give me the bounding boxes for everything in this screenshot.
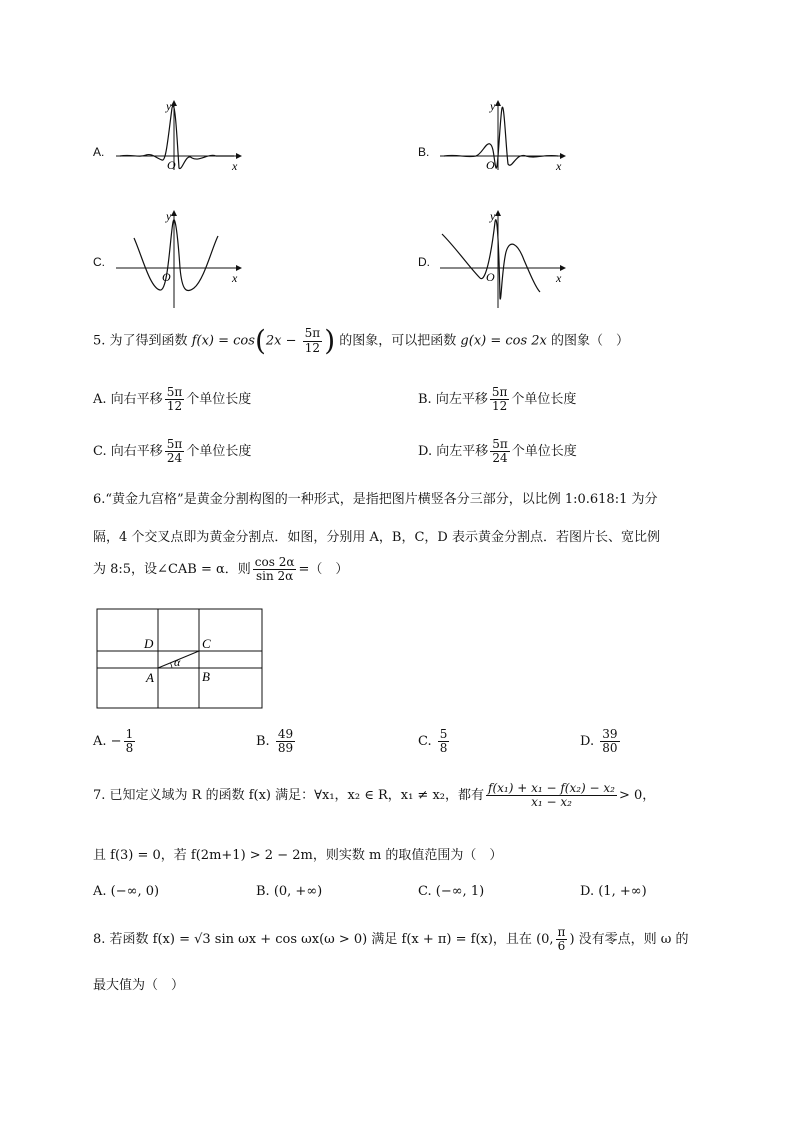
q4-graph-c-y-label: y bbox=[166, 209, 172, 223]
q4-graph-a bbox=[112, 98, 244, 176]
q4-graph-d-y-label: y bbox=[490, 209, 496, 223]
q6-option-d[interactable] bbox=[580, 728, 622, 755]
q8-frac-den: 6 bbox=[557, 939, 566, 954]
q4-graph-a-origin: O bbox=[167, 158, 176, 172]
q7-option-b-value: (0, +∞) bbox=[273, 884, 323, 899]
q6-option-b-frac bbox=[276, 728, 295, 755]
q5-option-c-pre: 向右平移 bbox=[110, 444, 163, 460]
q4-graph-c-x-label: x bbox=[232, 271, 238, 285]
q4-graph-d bbox=[436, 208, 568, 312]
q7-line-1-b: > 0， bbox=[618, 788, 656, 804]
q7-option-a[interactable] bbox=[93, 884, 159, 899]
q5-option-a[interactable] bbox=[93, 386, 251, 413]
q5-option-d-den: 24 bbox=[492, 451, 508, 466]
q5-inner: 2x − bbox=[265, 333, 297, 349]
q6-point-c: C bbox=[202, 636, 211, 651]
q5-option-c-frac bbox=[165, 438, 185, 465]
q6-point-a: A bbox=[146, 670, 154, 685]
q5-option-a-label: A. bbox=[93, 392, 107, 408]
q5-function-g: g(x) = cos 2x bbox=[460, 333, 547, 349]
q5-option-b-num: 5π bbox=[491, 385, 508, 399]
q8-line-1-a: 8. 若函数 f(x) = √3 sin ωx + cos ωx(ω > 0) 满足 f(x + π) = f(x)，且在 (0, bbox=[93, 932, 554, 948]
q4-option-d-label: D. bbox=[418, 255, 430, 269]
q5-option-c-den: 24 bbox=[166, 451, 183, 466]
q8-line-1-b: ) 没有零点，则 ω 的 bbox=[569, 932, 689, 948]
q6-option-b-num: 49 bbox=[277, 727, 294, 741]
q5-option-a-post: 个单位长度 bbox=[186, 392, 252, 408]
q6-option-d-den: 80 bbox=[602, 741, 618, 756]
q5-option-b-frac bbox=[490, 386, 510, 413]
q7-frac-den: x₁ − x₂ bbox=[531, 795, 572, 810]
q7-option-c[interactable] bbox=[418, 884, 484, 899]
q5-option-a-num: 5π bbox=[166, 385, 183, 399]
q6-option-a-label: A. bbox=[93, 734, 107, 750]
q6-point-d: D bbox=[144, 636, 154, 651]
q7-line-1-a: 7. 已知定义域为 R 的函数 f(x) 满足：∀x₁，x₂ ∈ R，x₁ ≠ x₂，都有 bbox=[93, 788, 484, 804]
q4-graph-b bbox=[436, 98, 568, 176]
q6-option-a-sign: − bbox=[110, 734, 122, 750]
q8-frac-num: π bbox=[557, 925, 566, 939]
q5-option-c-post: 个单位长度 bbox=[186, 444, 252, 460]
q8-line-1 bbox=[93, 926, 689, 953]
q4-graph-b-origin: O bbox=[486, 158, 495, 172]
q6-option-a-num: 1 bbox=[125, 727, 134, 741]
q5-function-f: f(x) = cos bbox=[191, 333, 255, 349]
q5-paren-close: ) bbox=[324, 324, 336, 357]
q8-line-2: 最大值为（ ） bbox=[93, 978, 185, 993]
q4-graph-d-origin: O bbox=[486, 270, 495, 284]
q4-graph-d-x-label: x bbox=[556, 271, 562, 285]
q5-option-b-pre: 向左平移 bbox=[435, 392, 488, 408]
q6-option-a-den: 8 bbox=[125, 741, 134, 756]
q5-fraction bbox=[303, 327, 323, 354]
q5-option-d-frac bbox=[490, 438, 510, 465]
q5-text-a: 为了得到函数 bbox=[109, 333, 188, 349]
q5-option-b-post: 个单位长度 bbox=[511, 392, 577, 408]
q6-option-d-frac bbox=[600, 728, 619, 755]
q6-line-3-a: 为 8:5，设∠CAB = α．则 bbox=[93, 562, 251, 578]
q5-frac-den: 12 bbox=[304, 340, 321, 355]
q6-option-c[interactable] bbox=[418, 728, 451, 755]
q6-option-a-frac bbox=[124, 728, 136, 755]
q4-option-a-label: A. bbox=[93, 145, 105, 159]
q7-option-a-value: (−∞, 0) bbox=[110, 884, 160, 899]
q7-option-d-label: D. bbox=[580, 884, 595, 899]
q6-frac-num: cos 2α bbox=[254, 555, 295, 569]
q7-option-c-label: C. bbox=[418, 884, 432, 899]
q6-line-1: 6.“黄金九宫格”是黄金分割构图的一种形式，是指把图片横竖各分三部分，以比例 1:0.618:1 为分 bbox=[93, 492, 658, 507]
q7-option-a-label: A. bbox=[93, 884, 107, 899]
q6-option-c-frac bbox=[438, 728, 450, 755]
q6-option-d-num: 39 bbox=[602, 727, 618, 741]
q5-option-b[interactable] bbox=[418, 386, 576, 413]
q4-graph-a-x-label: x bbox=[232, 159, 238, 173]
q6-point-b: B bbox=[202, 669, 210, 684]
q6-option-b-label: B. bbox=[256, 734, 270, 750]
q5-option-c[interactable] bbox=[93, 438, 251, 465]
q6-angle-alpha: α bbox=[174, 655, 181, 669]
q5-text-c: 的图象（ ） bbox=[551, 333, 630, 349]
q5-paren-open: ( bbox=[254, 324, 266, 357]
q5-frac-num: 5π bbox=[304, 326, 321, 341]
q7-option-b[interactable] bbox=[256, 884, 322, 899]
q5-option-a-frac bbox=[165, 386, 185, 413]
q5-option-a-pre: 向右平移 bbox=[110, 392, 163, 408]
q6-option-a[interactable] bbox=[93, 728, 137, 755]
q4-graph-c bbox=[112, 208, 244, 312]
q5-option-d[interactable] bbox=[418, 438, 577, 465]
q7-line-2: 且 f(3) = 0，若 f(2m+1) > 2 − 2m，则实数 m 的取值范围为（ ） bbox=[93, 848, 503, 863]
q6-frac-den: sin 2α bbox=[255, 569, 294, 584]
q5-number: 5. bbox=[93, 333, 106, 349]
q7-option-c-value: (−∞, 1) bbox=[435, 884, 485, 899]
q5-text-b: 的图象，可以把函数 bbox=[339, 333, 457, 349]
q6-option-c-label: C. bbox=[418, 734, 432, 750]
q4-graph-b-x-label: x bbox=[556, 159, 562, 173]
q6-line-3-b: =（ ） bbox=[298, 562, 349, 578]
q5-option-c-num: 5π bbox=[166, 437, 183, 451]
q5-option-c-label: C. bbox=[93, 444, 107, 460]
q8-fraction bbox=[556, 926, 568, 953]
q5-option-b-den: 12 bbox=[491, 399, 508, 414]
q6-option-d-label: D. bbox=[580, 734, 595, 750]
q7-option-d-value: (1, +∞) bbox=[598, 884, 647, 899]
q5-option-d-pre: 向左平移 bbox=[436, 444, 489, 460]
q6-option-c-den: 8 bbox=[439, 741, 448, 756]
q7-fraction bbox=[486, 782, 617, 809]
q6-golden-grid-figure bbox=[96, 608, 264, 710]
q7-option-b-label: B. bbox=[256, 884, 270, 899]
q4-graph-b-y-label: y bbox=[490, 99, 496, 113]
q5-option-d-post: 个单位长度 bbox=[511, 444, 577, 460]
q6-option-b-den: 89 bbox=[277, 741, 294, 756]
q6-option-c-num: 5 bbox=[439, 727, 448, 741]
q4-graph-c-origin: O bbox=[162, 270, 171, 284]
q5-option-b-label: B. bbox=[418, 392, 432, 408]
q5-option-d-label: D. bbox=[418, 444, 433, 460]
q6-line-3 bbox=[93, 556, 348, 583]
q6-option-b[interactable] bbox=[256, 728, 297, 755]
q7-line-1 bbox=[93, 782, 655, 809]
q6-line-2: 隔，4 个交叉点即为黄金分割点．如图，分别用 A，B，C，D 表示黄金分割点．若图片长、宽比例 bbox=[93, 530, 660, 545]
q5-option-a-den: 12 bbox=[166, 399, 183, 414]
q7-option-d[interactable] bbox=[580, 884, 647, 899]
q4-option-b-label: B. bbox=[418, 145, 430, 159]
q5-option-d-num: 5π bbox=[492, 437, 508, 451]
q6-fraction bbox=[253, 556, 297, 583]
q4-option-c-label: C. bbox=[93, 255, 105, 269]
q7-frac-num: f(x₁) + x₁ − f(x₂) − x₂ bbox=[488, 781, 615, 795]
q4-graph-a-y-label: y bbox=[166, 99, 172, 113]
q5-stem bbox=[93, 324, 630, 357]
